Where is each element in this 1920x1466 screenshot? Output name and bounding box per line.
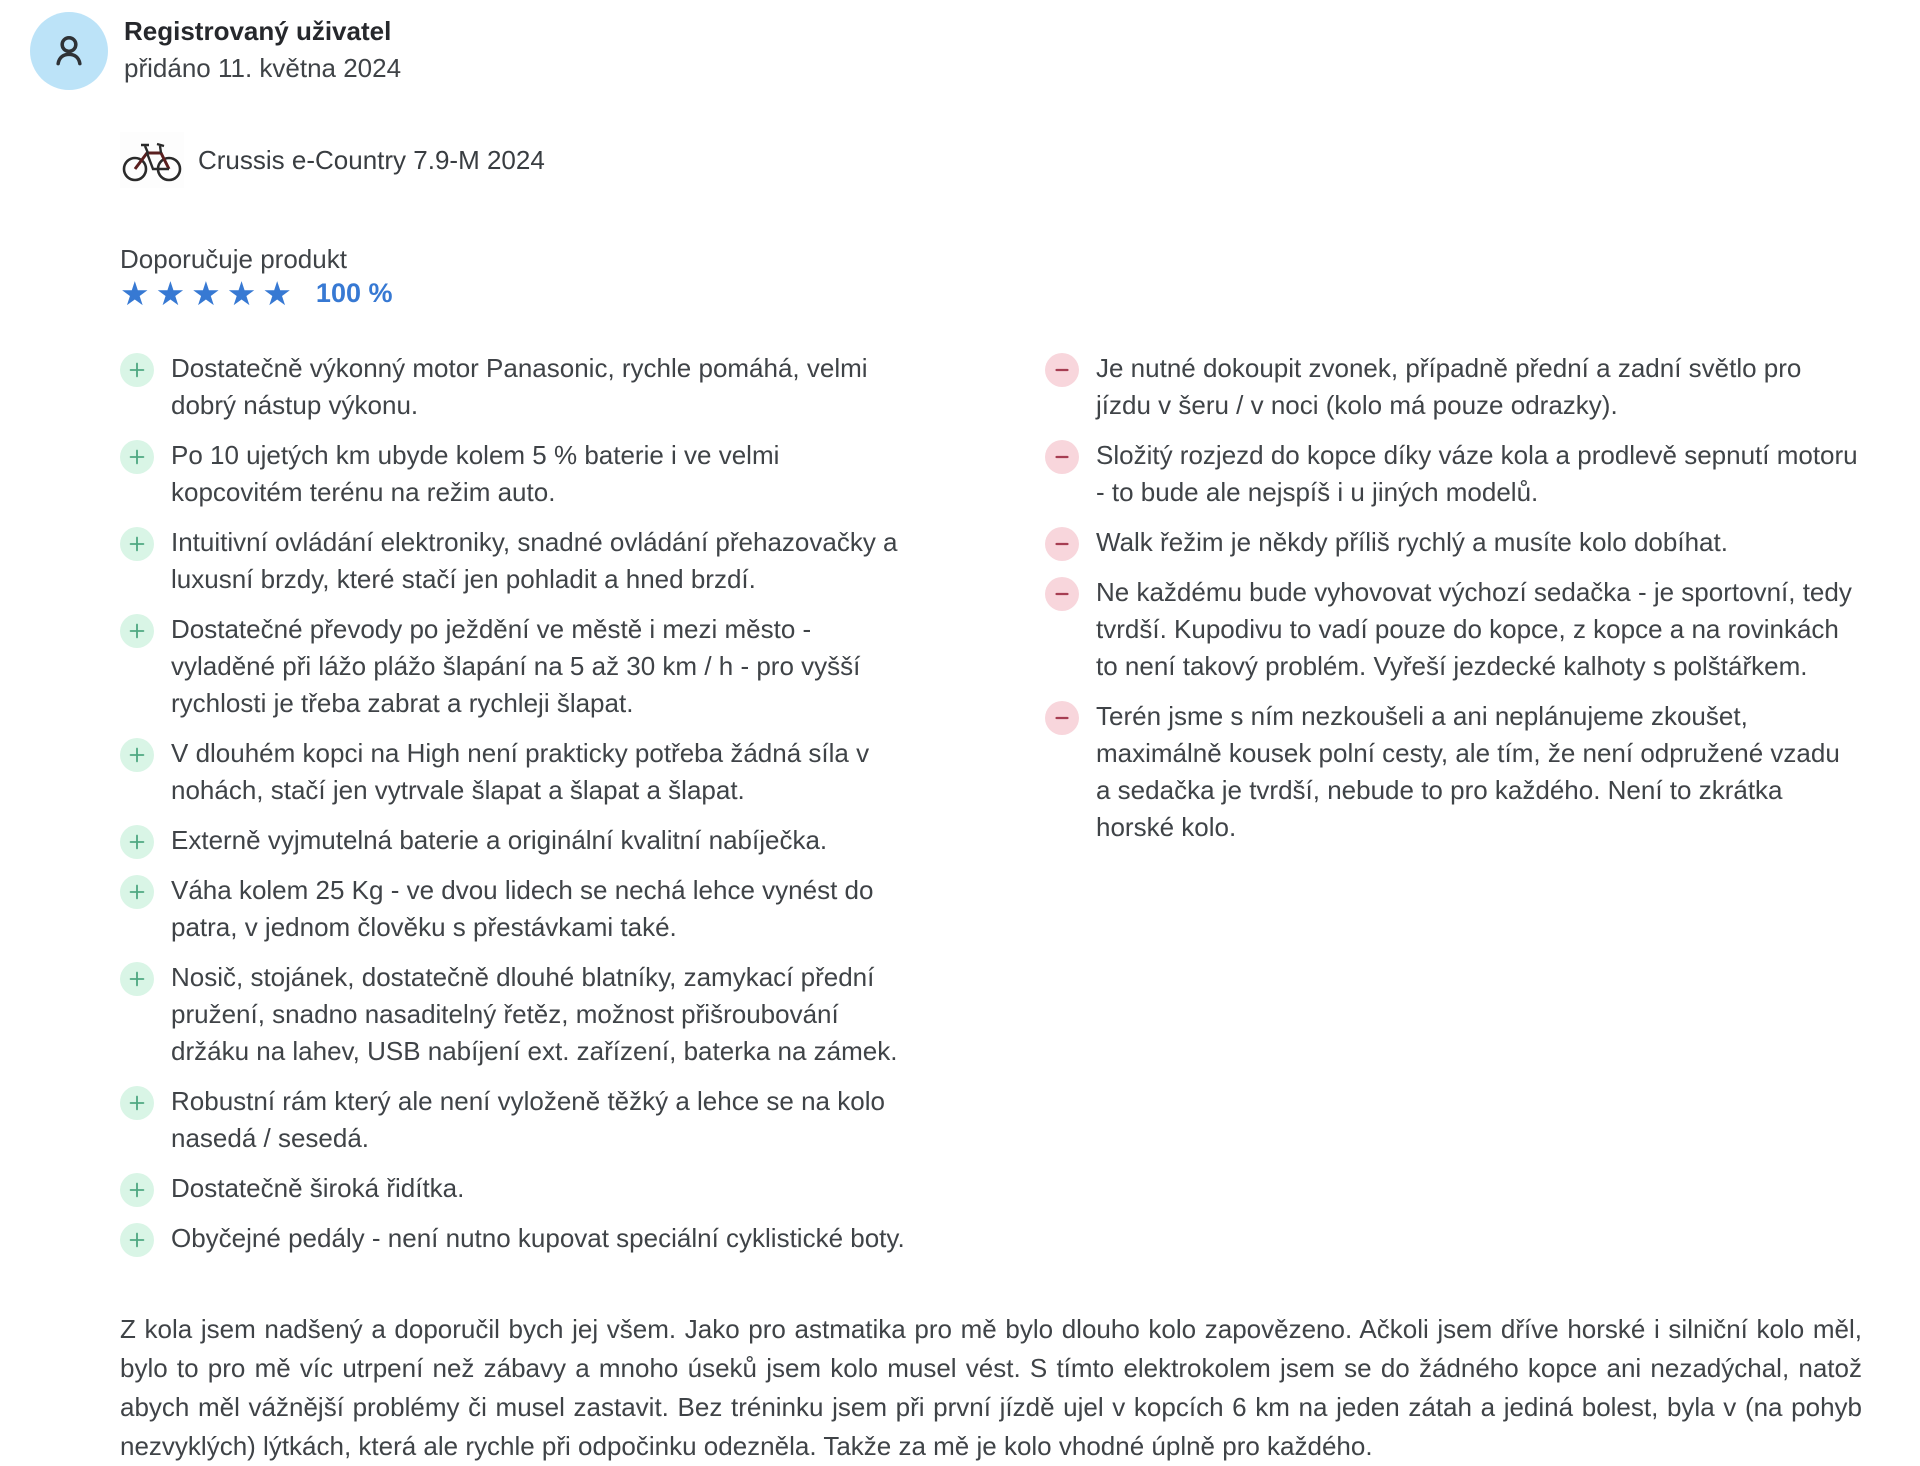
plus-icon bbox=[120, 962, 154, 996]
minus-icon bbox=[1045, 353, 1079, 387]
con-item bbox=[1045, 437, 1860, 511]
star-rating-icons: ★★★★★ bbox=[120, 274, 298, 313]
review-header bbox=[30, 12, 1890, 90]
review-summary: Z kola jsem nadšený a doporučil bych jej všem. Jako pro astmatika pro mě bylo dlouho kolo zapovězeno. Ačkoli jsem dříve horské i silniční kolo měl, bylo to pro mě víc utrpení než zábavy a mnoho úseků jsem kolo musel vést. S tímto elektrokolem jsem se do žádného kopce ani nezadýchal, natož abych měl vážnější problémy či musel zastavit. Bez tréninku jsem při první jízdě ujel v kopcích 6 km na jeden zátah a jediná bolest, byla v (na pohyb nezvyklých) lýtkách, která ale rychle při odpočinku odezněla. Takže za mě je kolo vhodné úplně pro každého. bbox=[120, 1314, 1862, 1461]
plus-icon bbox=[120, 825, 154, 859]
pro-item-text: Obyčejné pedály - není nutno kupovat speciální cyklistické boty. bbox=[171, 1223, 905, 1253]
pro-item-text: Nosič, stojánek, dostatečně dlouhé blatníky, zamykací přední pružení, snadno nasaditelný řetěz, možnost přišroubování držáku na lahev, USB nabíjení ext. zařízení, baterka na zámek. bbox=[171, 962, 898, 1066]
plus-icon bbox=[120, 1173, 154, 1207]
product-name: Crussis e-Country 7.9-M 2024 bbox=[198, 144, 545, 175]
plus-icon bbox=[120, 1086, 154, 1120]
cons-list bbox=[1045, 350, 1860, 859]
bike-thumbnail-icon bbox=[120, 132, 184, 188]
pro-item-text: Po 10 ujetých km ubyde kolem 5 % baterie i ve velmi kopcovitém terénu na režim auto. bbox=[171, 440, 780, 507]
pro-item bbox=[120, 822, 915, 859]
pro-item-text: Dostatečně výkonný motor Panasonic, rychle pomáhá, velmi dobrý nástup výkonu. bbox=[171, 353, 868, 420]
plus-icon bbox=[120, 738, 154, 772]
user-icon bbox=[48, 30, 90, 72]
pro-item-text: Externě vyjmutelná baterie a originální kvalitní nabíječka. bbox=[171, 825, 828, 855]
plus-icon bbox=[120, 875, 154, 909]
con-item-text: Složitý rozjezd do kopce díky váze kola a prodlevě sepnutí motoru - to bude ale nejspíš i u jiných modelů. bbox=[1096, 440, 1858, 507]
pro-item bbox=[120, 1083, 915, 1157]
plus-icon bbox=[120, 353, 154, 387]
pro-item-text: Intuitivní ovládání elektroniky, snadné ovládání přehazovačky a luxusní brzdy, které stačí jen pohladit a hned brzdí. bbox=[171, 527, 898, 594]
pro-item bbox=[120, 524, 915, 598]
con-item-text: Je nutné dokoupit zvonek, případně přední a zadní světlo pro jízdu v šeru / v noci (kolo má pouze odrazky). bbox=[1096, 353, 1802, 420]
minus-icon bbox=[1045, 527, 1079, 561]
con-item-text: Terén jsme s ním nezkoušeli a ani neplánujeme zkoušet, maximálně kousek polní cesty, ale tím, že není odpružené vzadu a sedačka je tvrdší, nebude to pro každého. Není to zkrátka horské kolo. bbox=[1096, 701, 1840, 842]
plus-icon bbox=[120, 440, 154, 474]
con-item bbox=[1045, 574, 1860, 685]
pro-item bbox=[120, 350, 915, 424]
con-item bbox=[1045, 350, 1860, 424]
pro-item bbox=[120, 959, 915, 1070]
product-row bbox=[120, 132, 1890, 188]
pros-cons-columns bbox=[120, 350, 1890, 1270]
minus-icon bbox=[1045, 440, 1079, 474]
pro-item-text: Váha kolem 25 Kg - ve dvou lidech se nechá lehce vynést do patra, v jednom člověku s přestávkami také. bbox=[171, 875, 874, 942]
review-date: přidáno 11. května 2024 bbox=[124, 53, 402, 84]
rating-row bbox=[120, 274, 1890, 313]
con-item-text: Walk řežim je někdy příliš rychlý a musíte kolo dobíhat. bbox=[1096, 527, 1728, 557]
pro-item bbox=[120, 735, 915, 809]
con-item bbox=[1045, 524, 1860, 561]
rating-percent: 100 % bbox=[315, 278, 393, 308]
pro-item-text: Robustní rám který ale není vyloženě těžký a lehce se na kolo nasedá / sesedá. bbox=[171, 1086, 885, 1153]
con-item-text: Ne každému bude vyhovovat výchozí sedačka - je sportovní, tedy tvrdší. Kupodivu to vadí pouze do kopce, z kopce a na rovinkách to není takový problém. Vyřeší jezdecké kalhoty s polštářkem. bbox=[1096, 577, 1852, 681]
reviewer-name: Registrovaný uživatel bbox=[124, 16, 392, 46]
pro-item-text: Dostatečně široká řidítka. bbox=[171, 1173, 465, 1203]
plus-icon bbox=[120, 614, 154, 648]
pro-item bbox=[120, 872, 915, 946]
plus-icon bbox=[120, 1223, 154, 1257]
pros-list bbox=[120, 350, 915, 1270]
pro-item bbox=[120, 437, 915, 511]
recommendation-label: Doporučuje produkt bbox=[120, 244, 347, 274]
minus-icon bbox=[1045, 577, 1079, 611]
pro-item bbox=[120, 1220, 915, 1257]
pro-item-text: Dostatečné převody po ježdění ve městě i mezi město - vyladěné při lážo plážo šlapání na 5 až 30 km / h - pro vyšší rychlosti je třeba zabrat a rychleji šlapat. bbox=[171, 614, 861, 718]
pro-item-text: V dlouhém kopci na High není prakticky potřeba žádná síla v nohách, stačí jen vytrvale šlapat a šlapat a šlapat. bbox=[171, 738, 870, 805]
plus-icon bbox=[120, 527, 154, 561]
avatar bbox=[30, 12, 108, 90]
pro-item bbox=[120, 1170, 915, 1207]
con-item bbox=[1045, 698, 1860, 846]
review-main bbox=[120, 132, 1890, 1466]
reviewer-info bbox=[124, 12, 401, 90]
pro-item bbox=[120, 611, 915, 722]
minus-icon bbox=[1045, 701, 1079, 735]
